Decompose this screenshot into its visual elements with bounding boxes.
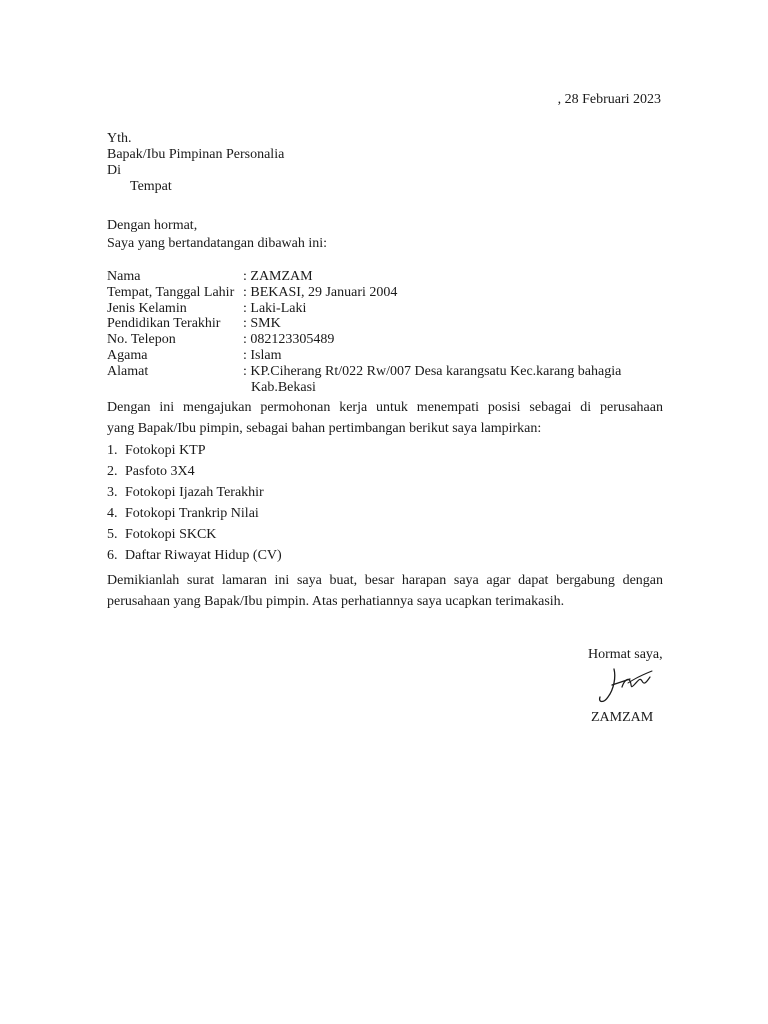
list-text: Daftar Riwayat Hidup (CV)	[125, 548, 282, 563]
recipient-name: Bapak/Ibu Pimpinan Personalia	[107, 147, 285, 162]
list-number: 1.	[107, 443, 118, 458]
info-label: Alamat	[107, 363, 149, 379]
greeting: Dengan hormat,	[107, 218, 198, 233]
list-number: 5.	[107, 527, 118, 542]
letter-date: , 28 Februari 2023	[557, 92, 661, 107]
list-number: 4.	[107, 506, 118, 521]
paragraph-line: Dengan ini mengajukan permohonan kerja untuk menempati posisi sebagai di perusahaan	[107, 400, 663, 415]
application-paragraph	[107, 397, 663, 439]
list-item	[107, 440, 282, 461]
info-value: : KP.Ciherang Rt/022 Rw/007 Desa karangsatu Kec.karang bahagia	[243, 363, 622, 379]
info-value: : 082123305489	[243, 332, 335, 348]
paragraph-line: perusahaan yang Bapak/Ibu pimpin. Atas perhatiannya saya ucapkan terimakasih.	[107, 594, 565, 609]
info-label: Jenis Kelamin	[107, 300, 187, 316]
paragraph-line: Demikianlah surat lamaran ini saya buat, besar harapan saya agar dapat bergabung dengan	[107, 573, 663, 588]
signer-name: ZAMZAM	[591, 710, 654, 725]
info-value: : BEKASI, 29 Januari 2004	[243, 284, 398, 300]
list-text: Pasfoto 3X4	[125, 464, 195, 479]
closing-paragraph	[107, 570, 663, 612]
list-text: Fotokopi KTP	[125, 443, 206, 458]
attachment-list	[107, 440, 282, 566]
list-number: 2.	[107, 464, 118, 479]
signature-icon	[594, 663, 656, 707]
list-item	[107, 545, 282, 566]
info-value: : ZAMZAM	[243, 269, 313, 284]
list-item	[107, 524, 282, 545]
info-label: No. Telepon	[107, 332, 176, 348]
list-number: 6.	[107, 548, 118, 563]
info-label: Tempat, Tanggal Lahir	[107, 284, 235, 300]
info-value: : SMK	[243, 316, 281, 332]
recipient-place: Tempat	[130, 179, 172, 194]
recipient-salutation: Yth.	[107, 131, 132, 146]
closing-salutation: Hormat saya,	[588, 647, 663, 662]
info-value: : Laki-Laki	[243, 300, 307, 316]
paragraph-line: yang Bapak/Ibu pimpin, sebagai bahan pertimbangan berikut saya lampirkan:	[107, 421, 542, 436]
list-item	[107, 461, 282, 482]
recipient-di: Di	[107, 163, 121, 178]
list-number: 3.	[107, 485, 118, 500]
list-item	[107, 482, 282, 503]
list-text: Fotokopi Trankrip Nilai	[125, 506, 259, 521]
info-label: Agama	[107, 347, 148, 363]
info-label: Nama	[107, 269, 141, 284]
list-item	[107, 503, 282, 524]
info-value: : Islam	[243, 347, 282, 363]
list-text: Fotokopi SKCK	[125, 527, 217, 542]
list-text: Fotokopi Ijazah Terakhir	[125, 485, 264, 500]
info-label: Pendidikan Terakhir	[107, 316, 221, 332]
info-value-continued: Kab.Bekasi	[251, 379, 316, 395]
intro-text: Saya yang bertandatangan dibawah ini:	[107, 236, 328, 251]
